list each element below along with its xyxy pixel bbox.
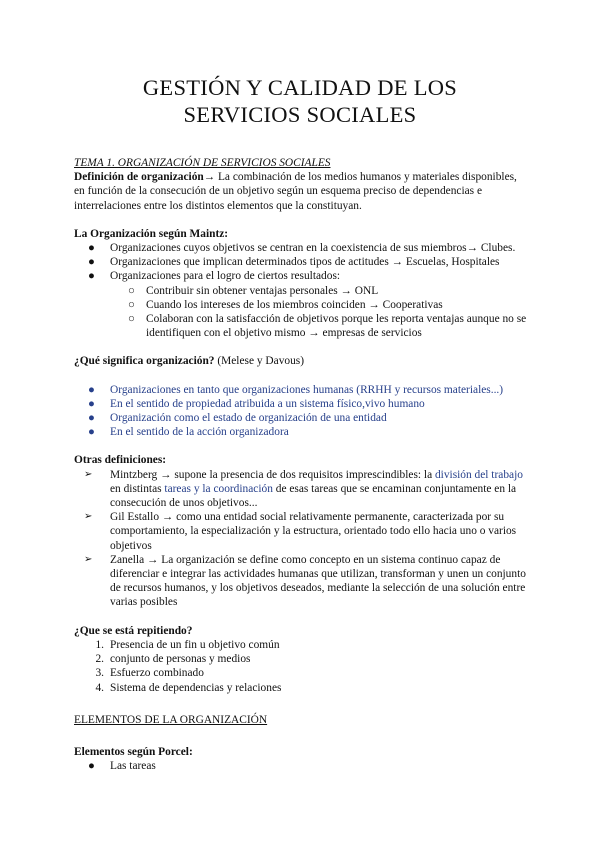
bullet-marker: ● xyxy=(88,256,95,269)
numbered-item: 3. Esfuerzo combinado xyxy=(95,667,204,680)
bullet-marker: ● xyxy=(88,383,95,396)
definition-item-mintzberg: ➢ Mintzberg → supone la presencia de dos requisitos imprescindibles: la división del trabajo en distintas tareas y la coordinación de esas tareas que se encaminan conjuntamente en la consecución de unos objetivos... xyxy=(84,468,523,510)
list-item: ● Organizaciones para el logro de ciertos resultados: xyxy=(88,270,341,283)
tema-heading: TEMA 1. ORGANIZACIÓN DE SERVICIOS SOCIALES xyxy=(74,157,331,169)
list-item: ● En el sentido de la acción organizadora xyxy=(88,426,289,439)
definition-text: La combinación de los medios humanos y materiales disponibles, en función de la consecución de un objetivo según un esquema preciso de dependencias e interrelaciones entre los distintos elementos que la constituyan. xyxy=(74,171,517,212)
title-line-1: GESTIÓN Y CALIDAD DE LOS xyxy=(142,75,458,100)
significa-authors: (Melese y Davous) xyxy=(214,355,305,368)
sub-list-item: ○ Contribuir sin obtener ventajas personales → ONL xyxy=(128,284,379,297)
definition-paragraph xyxy=(74,170,529,213)
arrow-marker: ➢ xyxy=(84,511,93,523)
list-item: ● Organizaciones cuyos objetivos se centran en la coexistencia de sus miembros→ Clubes. xyxy=(88,242,516,255)
circle-marker: ○ xyxy=(128,298,135,311)
definition-item-gil-estallo: ➢ Gil Estallo → como una entidad social relativamente permanente, caracterizada por su comportamiento, la especialización y la estructura, orientado todo ello hacia uno o varios objetivos xyxy=(84,511,517,552)
bullet-marker: ● xyxy=(88,270,95,283)
document-title xyxy=(0,74,600,128)
arrow-marker: ➢ xyxy=(84,468,93,480)
otras-heading: Otras definiciones: xyxy=(74,454,167,467)
bullet-marker: ● xyxy=(88,242,95,255)
list-item: ● Organización como el estado de organización de una entidad xyxy=(88,412,387,425)
sub-list-item: ○ Cuando los intereses de los miembros coinciden → Cooperativas xyxy=(128,298,443,311)
document-body xyxy=(74,156,529,773)
circle-marker: ○ xyxy=(128,313,135,326)
list-item: ● Las tareas xyxy=(88,760,156,773)
porcel-heading: Elementos según Porcel: xyxy=(74,745,193,758)
definition-label: Definición de organización→ xyxy=(74,171,216,184)
definition-item-zanella: ➢ Zanella → La organización se define como concepto en un sistema continuo capaz de diferenciar e integrar las actividades humanas que utilizan, transforman y unen un conjunto de recursos humanos, y los objetivos deseados, mediante la selección de una solución entre varias posibles xyxy=(84,553,526,609)
arrow-marker: ➢ xyxy=(84,553,93,565)
list-item: ● Organizaciones que implican determinados tipos de actitudes → Escuelas, Hospitales xyxy=(88,256,500,269)
bullet-marker: ● xyxy=(88,426,95,439)
numbered-item: 1. Presencia de un fin u objetivo común xyxy=(95,638,280,651)
repitiendo-heading: ¿Que se está repitiendo? xyxy=(74,624,193,637)
elementos-heading: ELEMENTOS DE LA ORGANIZACIÓN xyxy=(74,713,268,726)
significa-heading: ¿Qué significa organización? xyxy=(74,355,215,368)
title-line-2: SERVICIOS SOCIALES xyxy=(183,102,417,127)
numbered-item: 4. Sistema de dependencias y relaciones xyxy=(95,681,282,694)
bullet-marker: ● xyxy=(88,412,95,425)
bullet-marker: ● xyxy=(88,397,95,410)
list-item: ● Organizaciones en tanto que organizaciones humanas (RRHH y recursos materiales...) xyxy=(88,383,504,396)
bullet-marker: ● xyxy=(88,760,95,773)
numbered-item: 2. conjunto de personas y medios xyxy=(95,653,251,666)
significa-heading-line xyxy=(74,354,529,368)
maintz-heading: La Organización según Maintz: xyxy=(74,227,229,240)
sub-list-item: ○ Colaboran con la satisfacción de objetivos porque les reporta ventajas aunque no se identifiquen con el objetivo mismo → empresas de servicios xyxy=(128,313,527,340)
list-item: ● En el sentido de propiedad atribuida a un sistema físico,vivo humano xyxy=(88,397,425,410)
circle-marker: ○ xyxy=(128,284,135,297)
